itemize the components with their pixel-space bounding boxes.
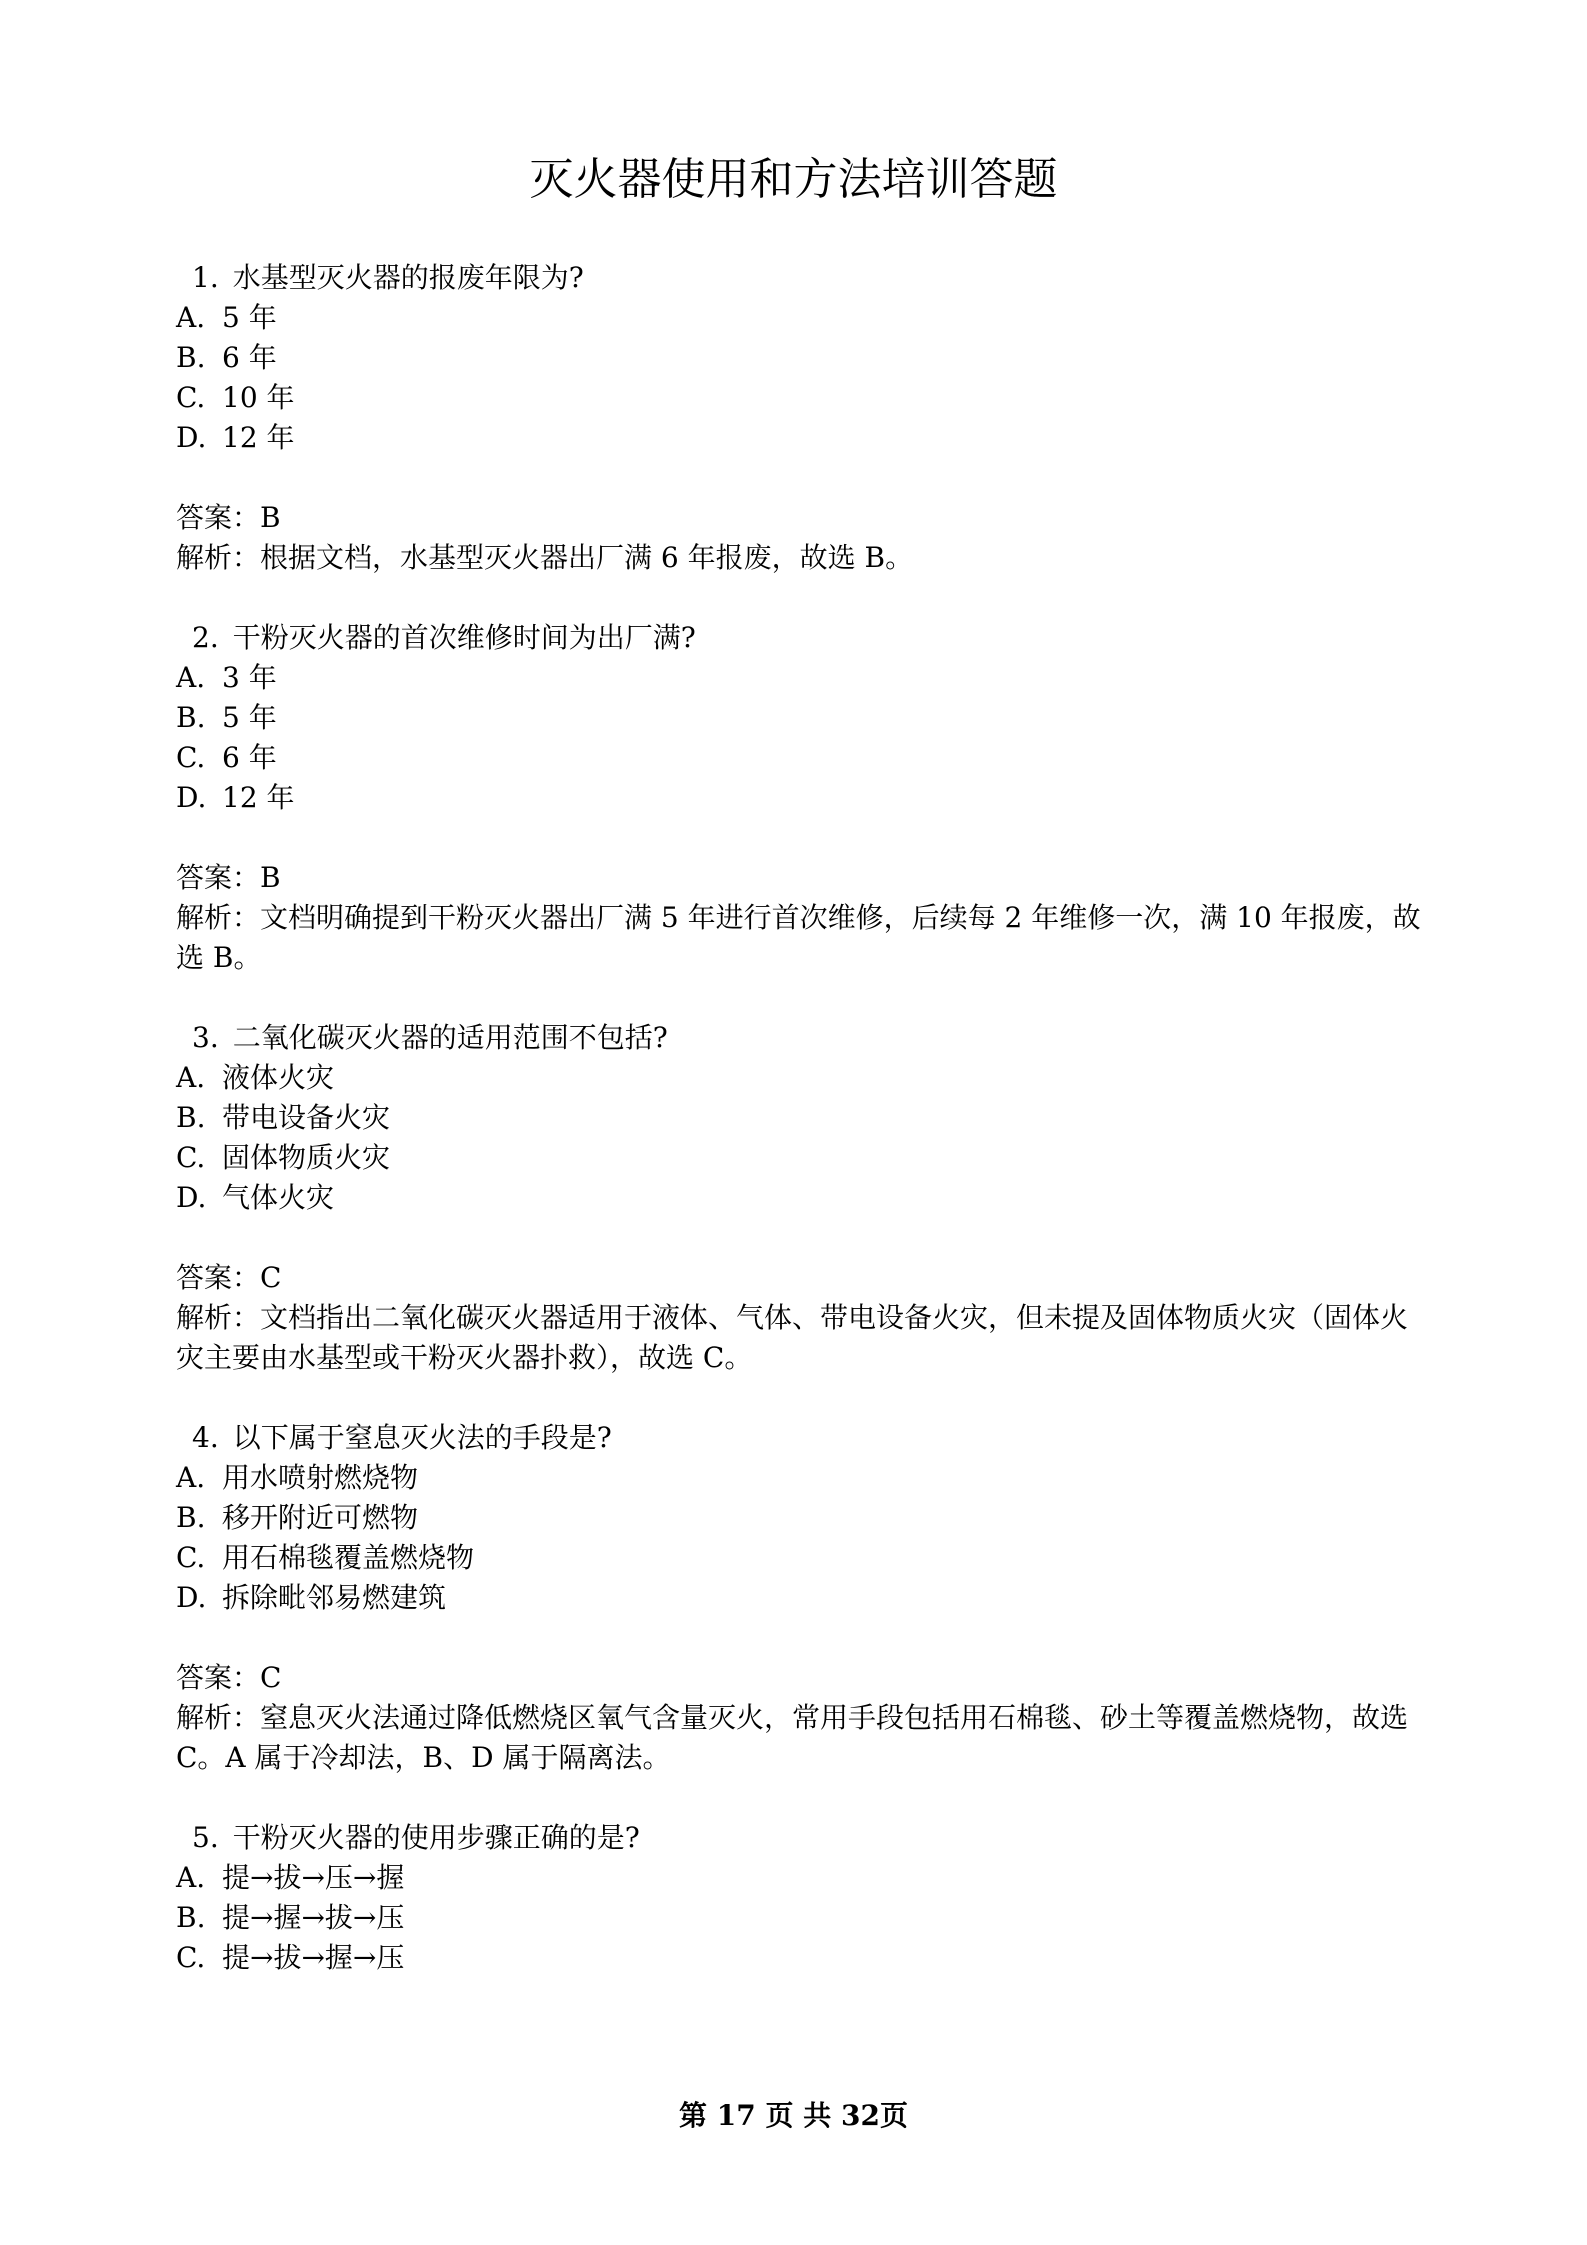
question-text: 干粉灭火器的使用步骤正确的是?	[232, 1821, 640, 1854]
option-text: 带电设备火灾	[222, 1101, 391, 1134]
question-5	[176, 1818, 1426, 1978]
option-text: 6 年	[222, 341, 277, 374]
option-letter: C.	[176, 381, 206, 414]
option-text: 3 年	[222, 661, 277, 694]
option	[176, 698, 1426, 738]
option-text: 5 年	[222, 701, 277, 734]
option-letter: D.	[176, 781, 207, 814]
question-number: 4.	[192, 1421, 219, 1454]
option-text: 12 年	[222, 421, 295, 454]
option-text: 5 年	[222, 301, 277, 334]
option-letter: A.	[176, 301, 206, 334]
option-letter: A.	[176, 1061, 206, 1094]
option-letter: A.	[176, 661, 206, 694]
question-1	[176, 258, 1426, 578]
option-letter: C.	[176, 1941, 206, 1974]
option-letter: D.	[176, 1581, 207, 1614]
answer: 答案：C	[176, 1661, 282, 1694]
option-text: 10 年	[222, 381, 295, 414]
option-letter: B.	[176, 341, 206, 374]
option-text: 用水喷射燃烧物	[222, 1461, 419, 1494]
option	[176, 1138, 1426, 1178]
question-list	[176, 258, 1426, 2018]
answer: 答案：B	[176, 501, 281, 534]
option	[176, 1938, 1426, 1978]
option-text: 用石棉毯覆盖燃烧物	[222, 1541, 475, 1574]
option	[176, 378, 1426, 418]
option	[176, 1858, 1426, 1898]
option	[176, 1178, 1426, 1218]
page-number: 第 17 页 共 32页	[679, 2099, 908, 2132]
option-letter: C.	[176, 1541, 206, 1574]
option-letter: B.	[176, 701, 206, 734]
option	[176, 338, 1426, 378]
analysis: 解析：根据文档，水基型灭火器出厂满 6 年报废，故选 B。	[176, 541, 914, 574]
option-letter: C.	[176, 1141, 206, 1174]
question-text: 二氧化碳灭火器的适用范围不包括?	[232, 1021, 668, 1054]
option	[176, 778, 1426, 818]
question-2	[176, 618, 1426, 978]
question-number: 5.	[192, 1821, 219, 1854]
option-letter: D.	[176, 421, 207, 454]
question-text: 以下属于窒息灭火法的手段是?	[232, 1421, 612, 1454]
option	[176, 1538, 1426, 1578]
option-letter: B.	[176, 1901, 206, 1934]
option-text: 6 年	[222, 741, 277, 774]
question-number: 1.	[192, 261, 219, 294]
question-stem	[176, 618, 1426, 658]
option-text: 固体物质火灾	[222, 1141, 391, 1174]
option-letter: A.	[176, 1461, 206, 1494]
question-stem	[176, 1018, 1426, 1058]
option	[176, 1578, 1426, 1618]
analysis: 解析：文档明确提到干粉灭火器出厂满 5 年进行首次维修，后续每 2 年维修一次，满 10 年报废，故选 B。	[176, 901, 1421, 974]
option-text: 移开附近可燃物	[222, 1501, 419, 1534]
option-letter: B.	[176, 1101, 206, 1134]
option	[176, 1058, 1426, 1098]
question-text: 干粉灭火器的首次维修时间为出厂满?	[232, 621, 696, 654]
option-text: 拆除毗邻易燃建筑	[222, 1581, 447, 1614]
option-letter: B.	[176, 1501, 206, 1534]
option	[176, 1498, 1426, 1538]
answer: 答案：C	[176, 1261, 282, 1294]
question-number: 2.	[192, 621, 219, 654]
option-text: 液体火灾	[222, 1061, 335, 1094]
option	[176, 298, 1426, 338]
question-stem	[176, 258, 1426, 298]
option	[176, 1898, 1426, 1938]
option-letter: C.	[176, 741, 206, 774]
analysis: 解析：文档指出二氧化碳灭火器适用于液体、气体、带电设备火灾，但未提及固体物质火灾（固体火灾主要由水基型或干粉灭火器扑救），故选 C。	[176, 1301, 1409, 1374]
question-number: 3.	[192, 1021, 219, 1054]
option	[176, 1458, 1426, 1498]
option-text: 12 年	[222, 781, 295, 814]
option-text: 提→握→拔→压	[222, 1901, 405, 1934]
option-text: 气体火灾	[222, 1181, 335, 1214]
question-stem	[176, 1818, 1426, 1858]
option-text: 提→拔→握→压	[222, 1941, 405, 1974]
question-text: 水基型灭火器的报废年限为?	[232, 261, 584, 294]
question-stem	[176, 1418, 1426, 1458]
answer: 答案：B	[176, 861, 281, 894]
analysis: 解析：窒息灭火法通过降低燃烧区氧气含量灭火，常用手段包括用石棉毯、砂土等覆盖燃烧物，故选 C。A 属于冷却法，B、D 属于隔离法。	[176, 1701, 1409, 1774]
option	[176, 658, 1426, 698]
option	[176, 738, 1426, 778]
option-letter: D.	[176, 1181, 207, 1214]
question-3	[176, 1018, 1426, 1378]
option	[176, 1098, 1426, 1138]
page-title: 灭火器使用和方法培训答题	[529, 154, 1058, 205]
option-text: 提→拔→压→握	[222, 1861, 405, 1894]
option-letter: A.	[176, 1861, 206, 1894]
option	[176, 418, 1426, 458]
question-4	[176, 1418, 1426, 1778]
